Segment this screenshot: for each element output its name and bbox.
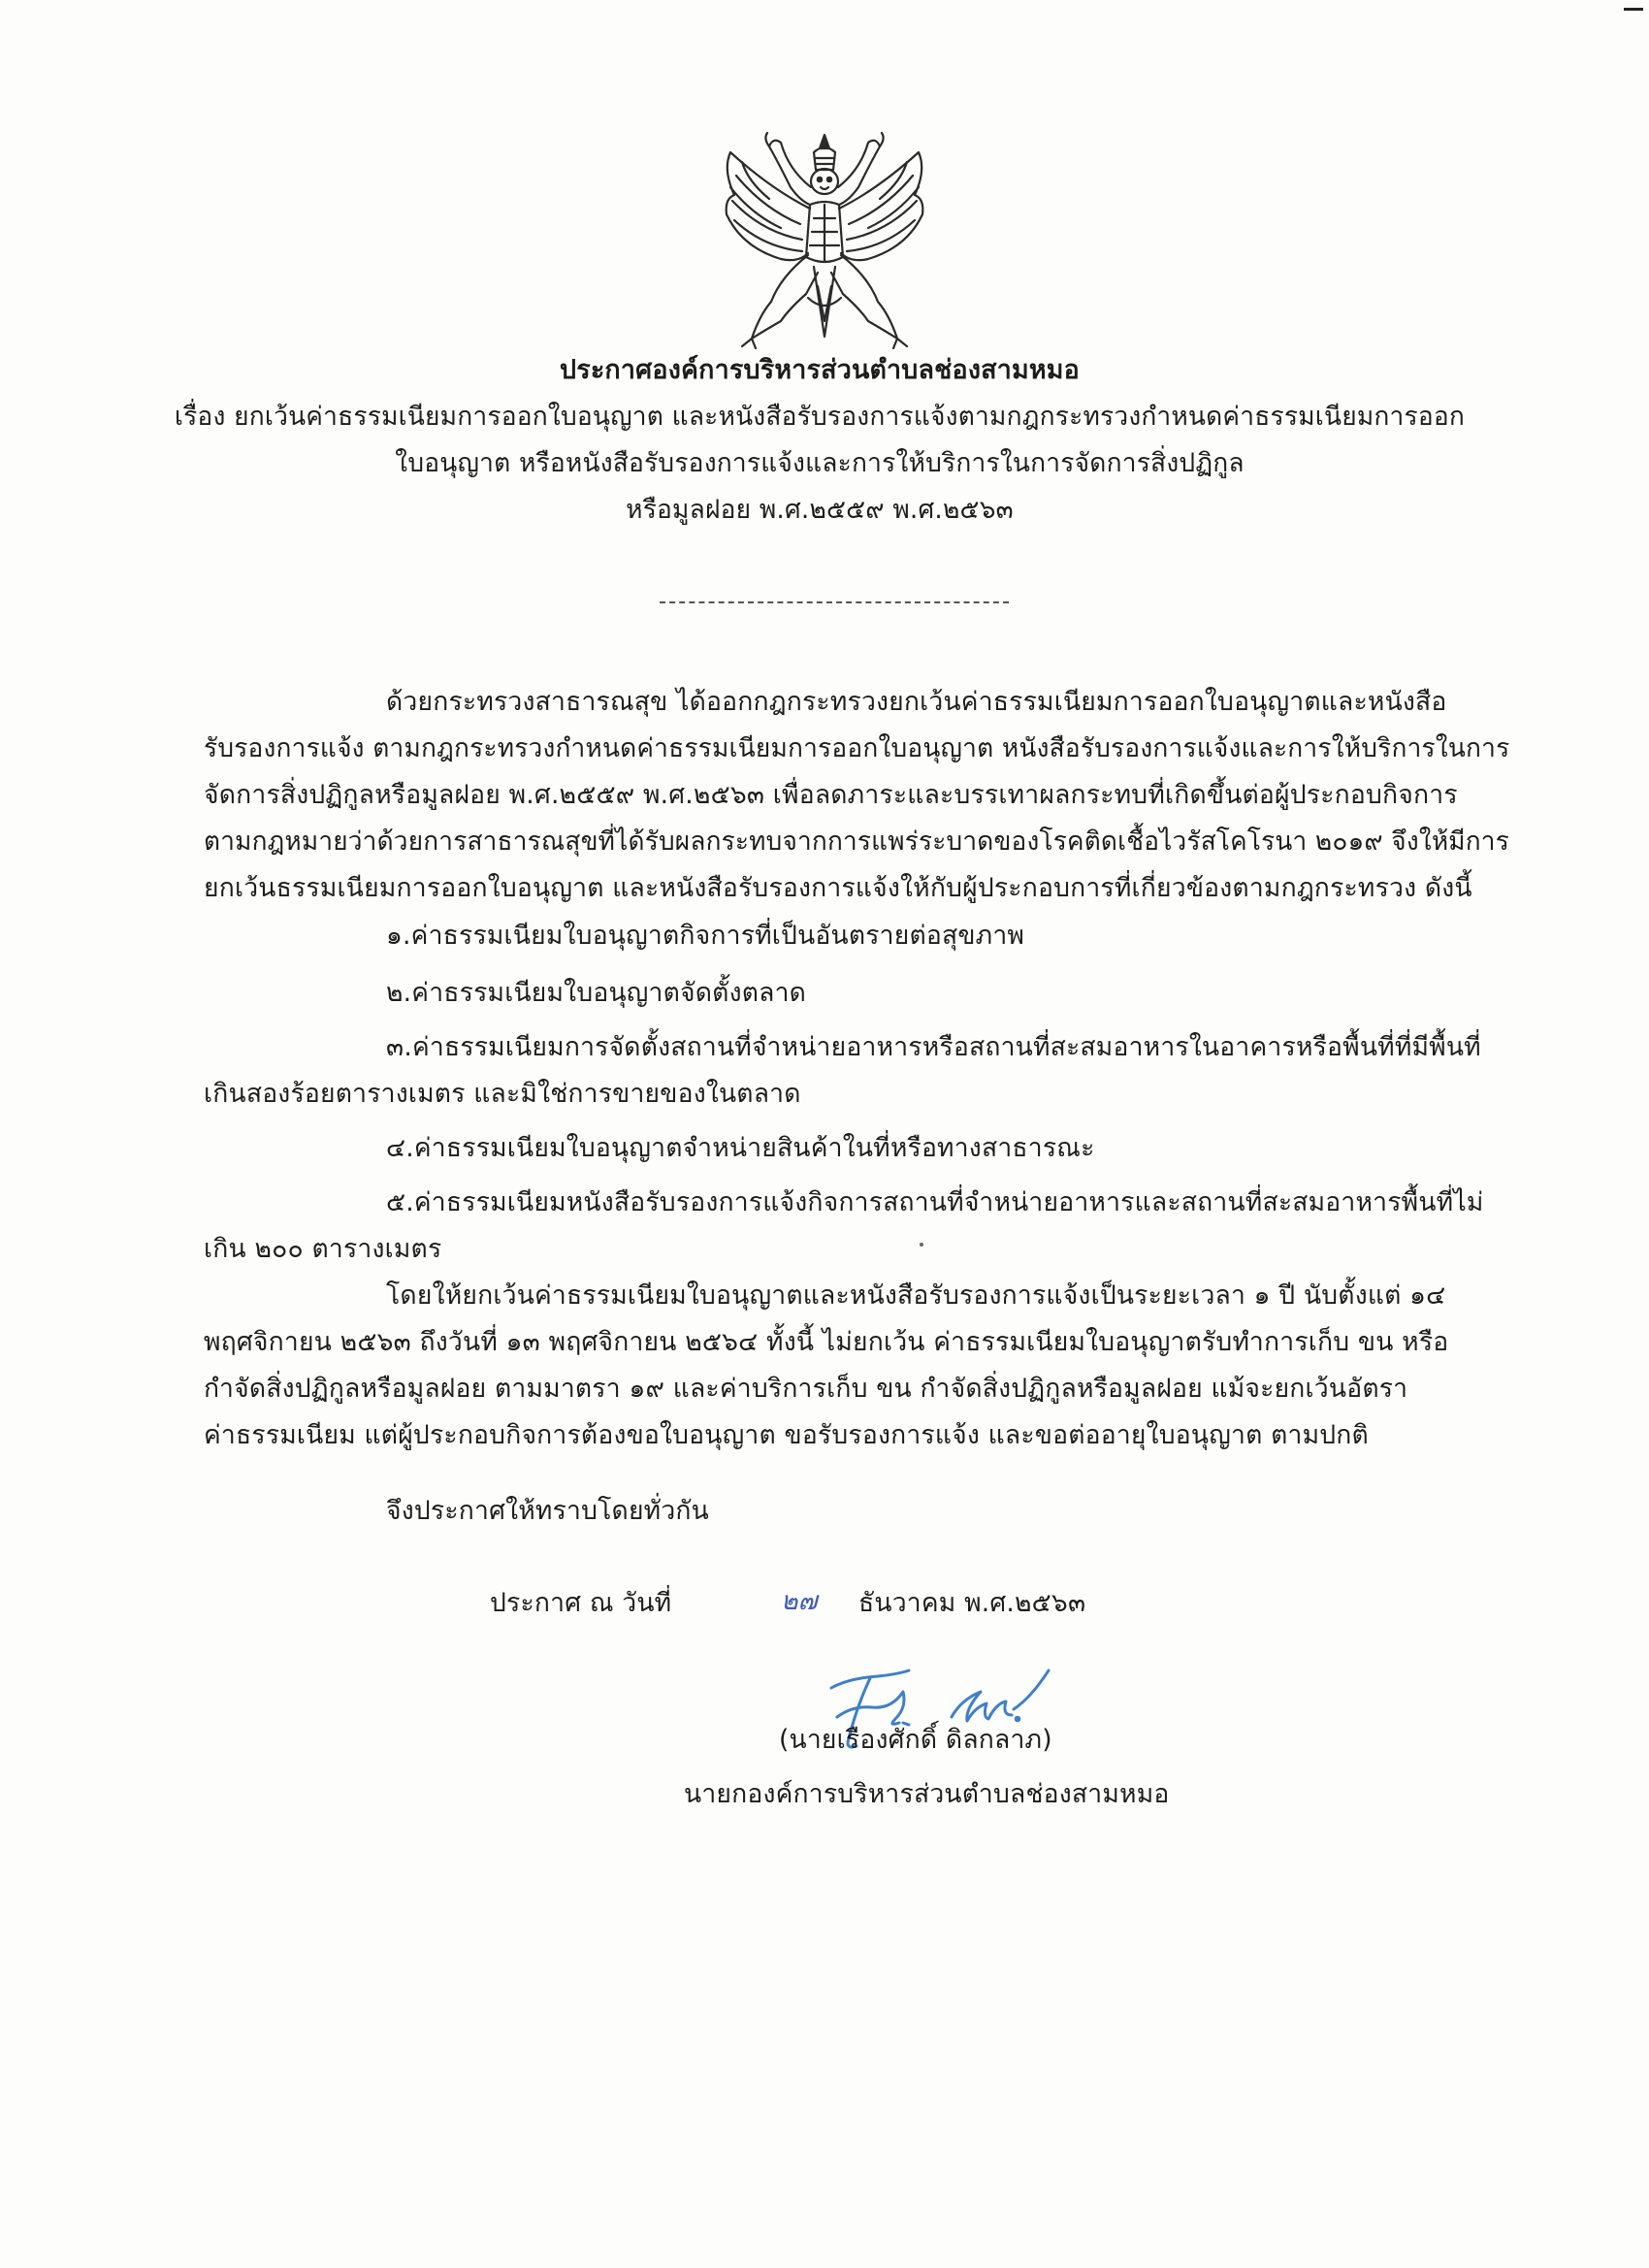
closing-statement: จึงประกาศให้ทราบโดยทั่วกัน bbox=[386, 1496, 709, 1526]
intro-line-1: ด้วยกระทรวงสาธารณสุข ได้ออกกฎกระทรวงยกเว้นค่าธรรมเนียมการออกใบอนุญาตและหนังสือ bbox=[386, 687, 1447, 717]
intro-line-3: จัดการสิ่งปฏิกูลหรือมูลฝอย พ.ศ.๒๕๕๙ พ.ศ.๒๕๖๓ เพื่อลดภาระและบรรเทาผลกระทบที่เกิดขึ้นต่อผู้ประกอบกิจการ bbox=[204, 780, 1458, 810]
intro-line-5: ยกเว้นธรรมเนียมการออกใบอนุญาต และหนังสือรับรองการแจ้งให้กับผู้ประกอบการที่เกี่ยวข้องตามกฎกระทรวง ดังนี้ bbox=[204, 873, 1472, 903]
date-prefix: ประกาศ ณ วันที่ bbox=[490, 1588, 672, 1618]
date-suffix: ธันวาคม พ.ศ.๒๕๖๓ bbox=[858, 1588, 1086, 1618]
exemption-line-1: โดยให้ยกเว้นค่าธรรมเนียมใบอนุญาตและหนังสือรับรองการแจ้งเป็นระยะเวลา ๑ ปี นับตั้งแต่ ๑๔ bbox=[386, 1280, 1446, 1311]
signatory-position: นายกองค์การบริหารส่วนตำบลช่องสามหมอ bbox=[684, 1779, 1170, 1809]
item-5-line-2: เกิน ๒๐๐ ตารางเมตร bbox=[204, 1234, 442, 1264]
exemption-line-4: ค่าธรรมเนียม แต่ผู้ประกอบกิจการต้องขอใบอนุญาต ขอรับรองการแจ้ง และขอต่ออายุใบอนุญาต ตามปกติ bbox=[204, 1420, 1369, 1450]
item-3-line-1: ๓.ค่าธรรมเนียมการจัดตั้งสถานที่จำหน่ายอาหารหรือสถานที่สะสมอาหารในอาคารหรือพื้นที่ที่มีพื้นที่ bbox=[386, 1032, 1481, 1062]
signatory-name: (นายเรืองศักดิ์ ดิลกลาภ) bbox=[779, 1725, 1052, 1755]
item-5-line-1: ๕.ค่าธรรมเนียมหนังสือรับรองการแจ้งกิจการสถานที่จำหน่ายอาหารและสถานที่สะสมอาหารพื้นที่ไม่ bbox=[386, 1187, 1484, 1217]
garuda-emblem-icon bbox=[713, 131, 936, 349]
intro-line-2: รับรองการแจ้ง ตามกฎกระทรวงกำหนดค่าธรรมเนียมการออกใบอนุญาต หนังสือรับรองการแจ้งและการให้บริการในการ bbox=[204, 733, 1510, 763]
exemption-line-2: พฤศจิกายน ๒๕๖๓ ถึงวันที่ ๑๓ พฤศจิกายน ๒๕๖๔ ทั้งนี้ ไม่ยกเว้น ค่าธรรมเนียมใบอนุญาตรับทำการเก็บ ขน หรือ bbox=[204, 1327, 1449, 1357]
item-3-line-2: เกินสองร้อยตารางเมตร และมิใช่การขายของในตลาด bbox=[204, 1079, 801, 1109]
scan-speck bbox=[920, 1243, 923, 1247]
header-divider bbox=[660, 601, 1009, 603]
date-day-handwritten: ๒๗ bbox=[781, 1586, 818, 1616]
item-1: ๑.ค่าธรรมเนียมใบอนุญาตกิจการที่เป็นอันตรายต่อสุขภาพ bbox=[386, 921, 1025, 951]
intro-line-4: ตามกฎหมายว่าด้วยการสาธารณสุขที่ได้รับผลกระทบจากการแพร่ระบาดของโรคติดเชื้อไวรัสโคโรนา ๒๐๑๙ จึงให้มีการ bbox=[204, 826, 1509, 857]
exemption-line-3: กำจัดสิ่งปฏิกูลหรือมูลฝอย ตามมาตรา ๑๙ และค่าบริการเก็บ ขน กำจัดสิ่งปฏิกูลหรือมูลฝอย แม้จะยกเว้นอัตรา bbox=[204, 1374, 1408, 1404]
subject-line-2: ใบอนุญาต หรือหนังสือรับรองการแจ้งและการให้บริการในการจัดการสิ่งปฏิกูล bbox=[395, 448, 1245, 478]
item-4: ๔.ค่าธรรมเนียมใบอนุญาตจำหน่ายสินค้าในที่หรือทางสาธารณะ bbox=[386, 1133, 1095, 1163]
subject-line-3: หรือมูลฝอย พ.ศ.๒๕๕๙ พ.ศ.๒๕๖๓ bbox=[626, 495, 1014, 525]
item-2: ๒.ค่าธรรมเนียมใบอนุญาตจัดตั้งตลาด bbox=[386, 978, 807, 1008]
announcement-issuer: ประกาศองค์การบริหารส่วนตำบลช่องสามหมอ bbox=[559, 355, 1081, 385]
scan-corner-mark bbox=[1624, 8, 1643, 11]
subject-line-1: เรื่อง ยกเว้นค่าธรรมเนียมการออกใบอนุญาต และหนังสือรับรองการแจ้งตามกฎกระทรวงกำหนดค่าธรรมเนียมการออก bbox=[174, 402, 1466, 432]
